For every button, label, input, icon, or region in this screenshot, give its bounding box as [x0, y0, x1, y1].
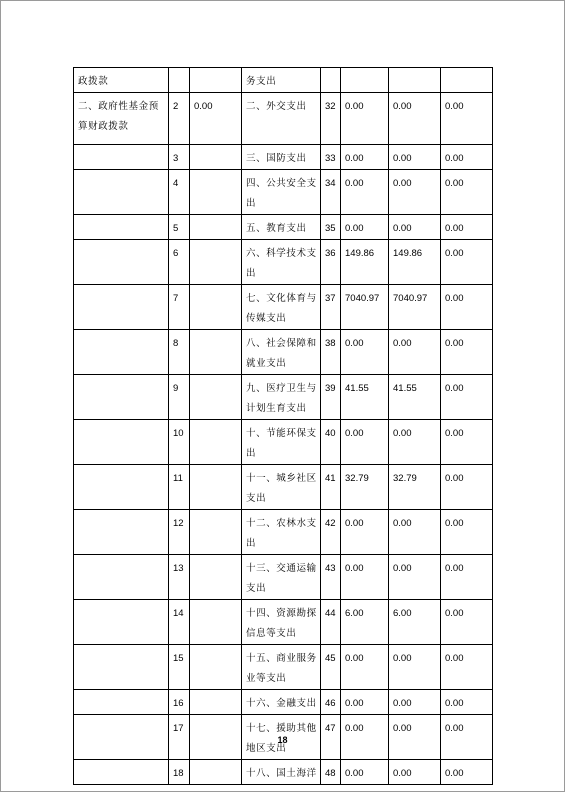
cell-fund-budget-amount: 0.00	[441, 690, 493, 715]
cell-fund-budget-amount: 0.00	[441, 715, 493, 760]
cell-income-amount	[190, 510, 242, 555]
table-row	[74, 555, 493, 600]
cell-total-amount: 0.00	[341, 145, 389, 170]
cell-income-item: 政拨款	[74, 68, 169, 93]
cell-total-amount: 0.00	[341, 330, 389, 375]
cell-expense-item: 十一、城乡社区支出	[242, 465, 321, 510]
table-row	[74, 465, 493, 510]
cell-total-amount: 0.00	[341, 715, 389, 760]
cell-total-amount: 7040.97	[341, 285, 389, 330]
cell-general-budget-amount: 0.00	[389, 555, 441, 600]
cell-total-amount	[341, 68, 389, 93]
cell-income-amount	[190, 465, 242, 510]
cell-expense-line-no: 46	[321, 690, 341, 715]
cell-income-line-no: 10	[169, 420, 190, 465]
cell-fund-budget-amount: 0.00	[441, 420, 493, 465]
cell-income-line-no: 13	[169, 555, 190, 600]
cell-income-line-no: 5	[169, 215, 190, 240]
table-row	[74, 420, 493, 465]
table-row	[74, 760, 493, 785]
cell-income-amount	[190, 760, 242, 785]
cell-general-budget-amount: 149.86	[389, 240, 441, 285]
cell-income-amount	[190, 330, 242, 375]
table-row	[74, 285, 493, 330]
cell-income-line-no: 9	[169, 375, 190, 420]
cell-income-item	[74, 760, 169, 785]
cell-general-budget-amount	[389, 68, 441, 93]
cell-general-budget-amount: 32.79	[389, 465, 441, 510]
cell-income-line-no: 4	[169, 170, 190, 215]
cell-income-line-no	[169, 68, 190, 93]
cell-fund-budget-amount: 0.00	[441, 375, 493, 420]
cell-expense-line-no: 32	[321, 93, 341, 145]
cell-expense-item: 十五、商业服务业等支出	[242, 645, 321, 690]
cell-general-budget-amount: 0.00	[389, 420, 441, 465]
cell-fund-budget-amount: 0.00	[441, 170, 493, 215]
cell-income-amount	[190, 285, 242, 330]
cell-general-budget-amount: 6.00	[389, 600, 441, 645]
cell-general-budget-amount: 41.55	[389, 375, 441, 420]
cell-income-line-no: 16	[169, 690, 190, 715]
cell-fund-budget-amount	[441, 68, 493, 93]
cell-income-amount	[190, 645, 242, 690]
cell-general-budget-amount: 0.00	[389, 170, 441, 215]
cell-income-item	[74, 420, 169, 465]
cell-income-amount	[190, 170, 242, 215]
cell-expense-item: 十四、资源勘探信息等支出	[242, 600, 321, 645]
cell-expense-line-no: 34	[321, 170, 341, 215]
cell-general-budget-amount: 0.00	[389, 145, 441, 170]
cell-income-item	[74, 555, 169, 600]
cell-fund-budget-amount: 0.00	[441, 510, 493, 555]
cell-expense-line-no: 35	[321, 215, 341, 240]
cell-income-line-no: 3	[169, 145, 190, 170]
table-body	[74, 68, 493, 785]
table-row	[74, 645, 493, 690]
cell-general-budget-amount: 0.00	[389, 215, 441, 240]
cell-expense-line-no: 41	[321, 465, 341, 510]
cell-income-line-no: 8	[169, 330, 190, 375]
cell-expense-item: 十、节能环保支出	[242, 420, 321, 465]
cell-income-amount	[190, 420, 242, 465]
cell-income-item	[74, 645, 169, 690]
cell-general-budget-amount: 7040.97	[389, 285, 441, 330]
cell-income-amount	[190, 555, 242, 600]
cell-income-item	[74, 215, 169, 240]
cell-fund-budget-amount: 0.00	[441, 145, 493, 170]
cell-income-amount	[190, 600, 242, 645]
cell-income-item	[74, 600, 169, 645]
cell-income-line-no: 2	[169, 93, 190, 145]
cell-expense-line-no: 43	[321, 555, 341, 600]
cell-income-item	[74, 285, 169, 330]
cell-general-budget-amount: 0.00	[389, 510, 441, 555]
table-row	[74, 93, 493, 145]
cell-income-line-no: 15	[169, 645, 190, 690]
cell-expense-line-no	[321, 68, 341, 93]
cell-general-budget-amount: 0.00	[389, 93, 441, 145]
cell-expense-line-no: 40	[321, 420, 341, 465]
cell-expense-line-no: 36	[321, 240, 341, 285]
cell-general-budget-amount: 0.00	[389, 330, 441, 375]
table-row	[74, 68, 493, 93]
cell-total-amount: 0.00	[341, 93, 389, 145]
cell-expense-item: 八、社会保障和就业支出	[242, 330, 321, 375]
cell-total-amount: 0.00	[341, 215, 389, 240]
cell-fund-budget-amount: 0.00	[441, 240, 493, 285]
table-row	[74, 690, 493, 715]
cell-income-line-no: 12	[169, 510, 190, 555]
cell-expense-line-no: 37	[321, 285, 341, 330]
cell-income-amount: 0.00	[190, 93, 242, 145]
cell-total-amount: 0.00	[341, 645, 389, 690]
cell-expense-item: 五、教育支出	[242, 215, 321, 240]
cell-total-amount: 41.55	[341, 375, 389, 420]
table-row	[74, 375, 493, 420]
cell-income-line-no: 11	[169, 465, 190, 510]
cell-fund-budget-amount: 0.00	[441, 645, 493, 690]
table-row	[74, 240, 493, 285]
cell-expense-item: 七、文化体育与传媒支出	[242, 285, 321, 330]
cell-expense-item: 务支出	[242, 68, 321, 93]
cell-expense-item: 六、科学技术支出	[242, 240, 321, 285]
cell-total-amount: 0.00	[341, 760, 389, 785]
cell-expense-line-no: 47	[321, 715, 341, 760]
cell-income-item	[74, 465, 169, 510]
cell-income-line-no: 14	[169, 600, 190, 645]
cell-income-amount	[190, 375, 242, 420]
cell-general-budget-amount: 0.00	[389, 760, 441, 785]
cell-total-amount: 6.00	[341, 600, 389, 645]
cell-fund-budget-amount: 0.00	[441, 600, 493, 645]
cell-total-amount: 149.86	[341, 240, 389, 285]
cell-fund-budget-amount: 0.00	[441, 330, 493, 375]
table-row	[74, 600, 493, 645]
cell-expense-item: 十八、国土海洋	[242, 760, 321, 785]
cell-income-amount	[190, 690, 242, 715]
cell-fund-budget-amount: 0.00	[441, 465, 493, 510]
page-number: 18	[277, 735, 288, 745]
cell-fund-budget-amount: 0.00	[441, 555, 493, 600]
cell-expense-line-no: 38	[321, 330, 341, 375]
cell-expense-line-no: 33	[321, 145, 341, 170]
cell-expense-item: 十七、援助其他地区支出	[242, 715, 321, 760]
cell-general-budget-amount: 0.00	[389, 645, 441, 690]
cell-general-budget-amount: 0.00	[389, 715, 441, 760]
cell-general-budget-amount: 0.00	[389, 690, 441, 715]
table-row	[74, 170, 493, 215]
cell-expense-line-no: 44	[321, 600, 341, 645]
cell-expense-line-no: 45	[321, 645, 341, 690]
cell-expense-item: 十三、交通运输支出	[242, 555, 321, 600]
cell-fund-budget-amount: 0.00	[441, 285, 493, 330]
table-row	[74, 330, 493, 375]
cell-income-amount	[190, 68, 242, 93]
cell-income-line-no: 7	[169, 285, 190, 330]
cell-income-amount	[190, 215, 242, 240]
cell-expense-item: 四、公共安全支出	[242, 170, 321, 215]
cell-income-line-no: 17	[169, 715, 190, 760]
cell-total-amount: 0.00	[341, 555, 389, 600]
cell-income-amount	[190, 240, 242, 285]
table-row	[74, 145, 493, 170]
cell-expense-line-no: 42	[321, 510, 341, 555]
cell-fund-budget-amount: 0.00	[441, 93, 493, 145]
cell-expense-item: 十二、农林水支出	[242, 510, 321, 555]
cell-expense-item: 十六、金融支出	[242, 690, 321, 715]
budget-table	[73, 67, 493, 785]
cell-income-item	[74, 145, 169, 170]
cell-income-item: 二、政府性基金预算财政拨款	[74, 93, 169, 145]
cell-income-line-no: 18	[169, 760, 190, 785]
table-row	[74, 510, 493, 555]
cell-total-amount: 0.00	[341, 510, 389, 555]
cell-total-amount: 0.00	[341, 170, 389, 215]
cell-expense-item: 九、医疗卫生与计划生育支出	[242, 375, 321, 420]
cell-expense-line-no: 48	[321, 760, 341, 785]
cell-income-item	[74, 170, 169, 215]
cell-total-amount: 0.00	[341, 690, 389, 715]
cell-expense-item: 三、国防支出	[242, 145, 321, 170]
cell-total-amount: 0.00	[341, 420, 389, 465]
cell-income-item	[74, 690, 169, 715]
cell-income-amount	[190, 145, 242, 170]
cell-expense-line-no: 39	[321, 375, 341, 420]
table-row	[74, 215, 493, 240]
cell-fund-budget-amount: 0.00	[441, 215, 493, 240]
cell-income-item	[74, 510, 169, 555]
cell-expense-item: 二、外交支出	[242, 93, 321, 145]
cell-total-amount: 32.79	[341, 465, 389, 510]
cell-fund-budget-amount: 0.00	[441, 760, 493, 785]
cell-income-item	[74, 375, 169, 420]
cell-income-line-no: 6	[169, 240, 190, 285]
cell-income-item	[74, 330, 169, 375]
cell-income-item	[74, 240, 169, 285]
